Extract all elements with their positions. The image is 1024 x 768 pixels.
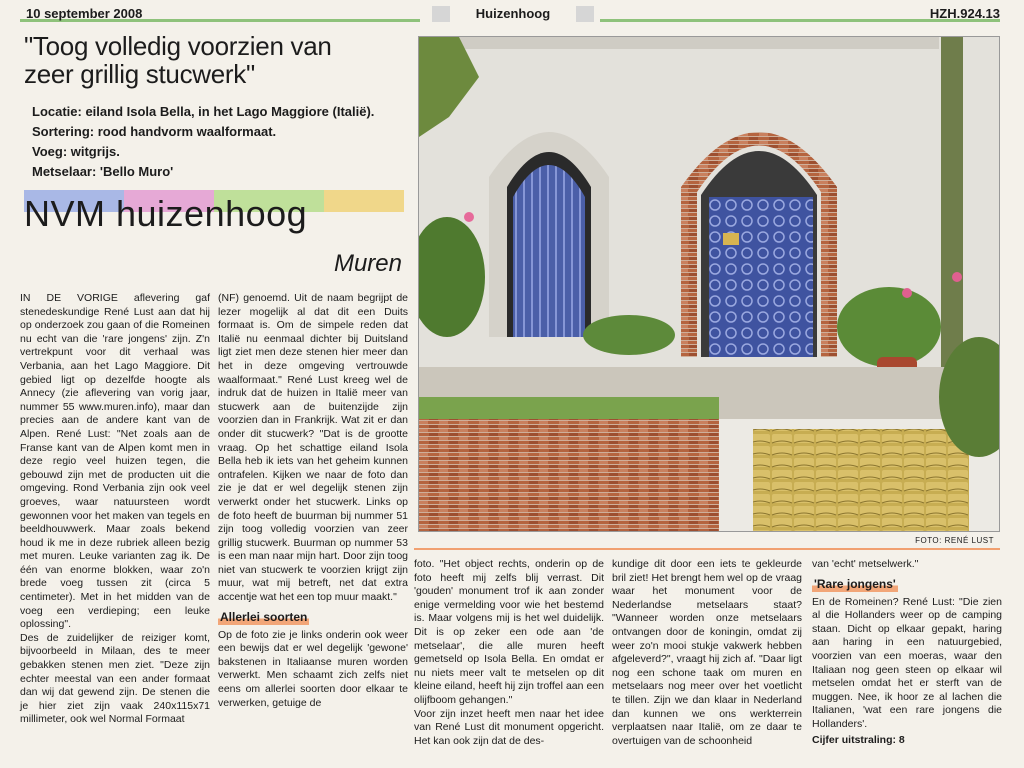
- article-column-5: [812, 558, 1002, 747]
- column-1-paragraph-2: Des de zuidelijker de reiziger komt, bijvoorbeeld in Milaan, des te meer gebakken stenen men ziet. "Deze zijn echter meestal van een ander formaat dan wij dat gewend zijn. De stenen die je hier ziet zijn vaak 240x115x71 millimeter, ook wel Normal Formaat: [20, 631, 210, 726]
- section-title: Huizenhoog: [430, 4, 596, 24]
- article-column-4: [612, 558, 802, 748]
- column-3-paragraph: foto. "Het object rechts, onderin op de foto heeft mij zelfs blij verrast. Dit 'gouden' monument trof ik aan zonder enige vermelding voor wie het bestemd is. Maar volgens mij is het wel duidelijk. Dit is op zeker een ode aan 'de metselaar', die alle muren heeft gemetseld op Isola Bella. En omdat er nu niets meer valt te metselen op dit kleine eiland, heeft hij zijn troffel aan een olijfboom gehangen.": [414, 558, 604, 706]
- house-icon: [432, 6, 450, 22]
- page-code: HZH.924.13: [929, 6, 1000, 21]
- article-column-3: [414, 558, 604, 748]
- fact-sorting: Sortering: rood handvorm waalformaat.: [32, 124, 277, 139]
- house-icon: [576, 6, 594, 22]
- bottom-section-rule: [414, 548, 1000, 550]
- article-headline: "Toog volledig voorzien van zeer grillig stucwerk": [24, 31, 332, 89]
- article-photo: [418, 36, 1000, 532]
- brand-title: [24, 194, 307, 234]
- subheading-allerlei-soorten: Allerlei soorten: [220, 609, 308, 624]
- photo-garden-wall-with-doors: [419, 37, 1000, 532]
- brand-huizenhoog: huizenhoog: [105, 193, 308, 234]
- column-2-paragraph-2: Op de foto zie je links onderin ook weer een bewijs dat er wel degelijk 'gewone' bakstenen in Italiaanse muren worden verwerkt. Men schaamt zich zelfs niet eens om allerlei soorten door elkaar te verwerken, getuige de: [218, 628, 408, 709]
- fact-mason: Metselaar: 'Bello Muro': [32, 164, 174, 179]
- column-5-paragraph-2: En de Romeinen? René Lust: "Die zien al die Hollanders weer op de camping staan. Dicht op elkaar gepakt, haring aan haring in een natuurgebied, voorzien van een moeras, waar den Italiaan nog geen steen op elkaar wil metselen omdat het er sterft van de muggen. Nee, ik hoor ze al lachen die Italianen, 'wat een rare jongens die Hollanders'.: [812, 595, 1002, 730]
- article-column-2: [218, 292, 408, 710]
- brand-nvm: NVM: [24, 193, 106, 234]
- photo-credit: FOTO: RENÉ LUST: [915, 536, 994, 545]
- page-header: [0, 0, 1024, 26]
- column-1-paragraph: IN DE VORIGE aflevering gaf stenedeskundige René Lust aan dat hij op onderzoek zou gaan of die Romeinen nu echt van die 'rare jongens' zijn. Z'n vertrekpunt voor dit verhaal was Verbania, aan het Lago Maggiore. Dit gebied ligt op dezelfde hoogte als Annecy (zie aflevering van vorig jaar, nummer 55 www.muren.info), maar dan precies aan de andere kant van de Alpen. René Lust: "Net zoals aan de Franse kant van de Alpen komt men in deze regio veel huizen tegen, die gebouwd zijn met de producten uit die omgeving. Rond Verbania zijn ook veel groeves, waar natuursteen wordt gewonnen voor het maken van tegels en beeldhouwwerk. Maar zoals bekend houd ik me in deze rubriek alleen bezig met muren. Leuke varianten zag ik. De één van enorme blokken, waar zo'n brede voeg tussen zit (circa 5 centimeter). Met in het midden van de voeg een verdieping; een leuke oplossing".: [20, 292, 210, 631]
- column-2-paragraph: (NF) genoemd. Uit de naam begrijpt de lezer mogelijk al dat dit een Duits formaat is. Om de simpele reden dat Italië nu eenmaal dichter bij Duitsland ligt ziet men deze stenen hier meer dan het in deze omgeving vertrouwde waalformaat." René Lust kreeg wel de indruk dat de huizen in Italië meer van stucwerk aan de buitenzijde zijn voorzien dan in Frankrijk. Wat zit er dan onder dit stucwerk? "Dat is de grootte vraag. Op het schattige eiland Isola Bella heb ik iets van het geheim kunnen ontrafelen. Kijken we naar de foto dan zie je dat er wel degelijk stenen zijn verwerkt onder het stucwerk. Links op de foto heeft de buurman bij nummer 51 zijn toog volledig voorzien van zeer grillig stucwerk. Buurman op nummer 53 is een man naar mijn hart. Door zijn toog niet van stucwerk te voorzien krijgt zijn muur, wat mij betreft, net dat extra accentje wat het een top muur maakt.": [218, 292, 408, 604]
- fact-list: [32, 102, 412, 182]
- article-column-1: [20, 292, 210, 727]
- fact-location: Locatie: eiland Isola Bella, in het Lago Maggiore (Italië).: [32, 104, 375, 119]
- brand-bar-yellow: [324, 190, 404, 212]
- column-3-paragraph-2: Voor zijn inzet heeft men naar het idee van René Lust dit monument opgericht. Het kan ook zijn dat de des-: [414, 707, 604, 747]
- issue-date: 10 september 2008: [26, 6, 143, 21]
- rating-line: Cijfer uitstraling: 8: [812, 733, 905, 746]
- subheading-rare-jongens: 'Rare jongens': [814, 576, 896, 591]
- column-5-paragraph: van 'echt' metselwerk.": [812, 558, 919, 570]
- brand-subtitle: Muren: [333, 250, 402, 277]
- fact-joint: Voeg: witgrijs.: [32, 144, 120, 159]
- column-4-paragraph: kundige dit door een iets te gekleurde bril ziet! Het brengt hem wel op de vraag waar het monument voor de Nederlandse metselaars staat? "Wanneer worden onze metselaars ontvangen door de koningin, omdat zij weer zo'n mooi stukje vakwerk hebben afgeleverd?", vraagt hij zich af. "Daar ligt nog een schone taak om muren en metselaars nog meer over het voetlicht te tillen. Zijn we dan klaar in Nederland dan kunnen we ons werkterrein verplaatsen naar Italië, om ze daar te overtuigen van de schoonheid: [612, 558, 802, 747]
